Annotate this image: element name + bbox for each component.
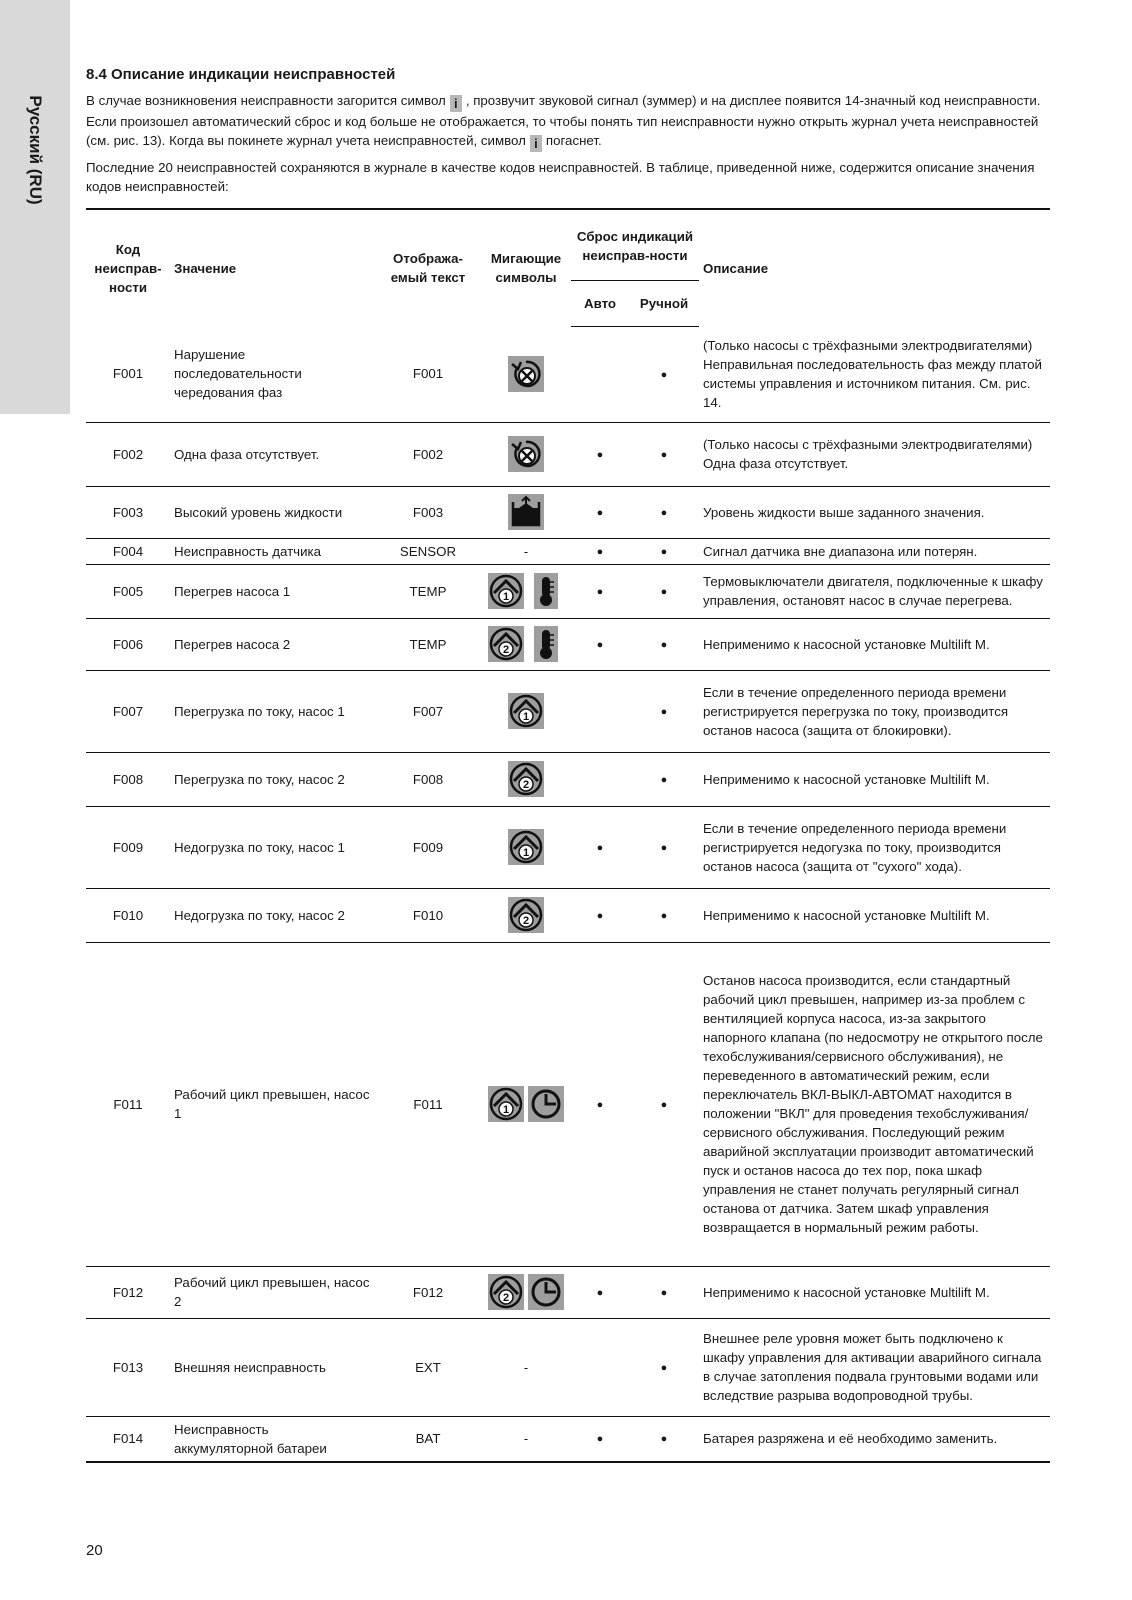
intro-text-b: , прозвучит звуковой сигнал (зуммер) и на дисплее появится 14-значный код неисправности. Если произошел автоматический сброс и код больше не отображается, то чтобы понять тип неисправности нужно открыть журнал учета неисправностей (см. рис. 13). Когда вы покинете журнал учета неисправностей, символ [86, 93, 1041, 148]
fault-code: F007 [86, 670, 170, 752]
table-row [86, 806, 1050, 888]
svg-text:1: 1 [522, 711, 530, 723]
fault-rows [86, 326, 1050, 1462]
reset-manual [629, 422, 699, 486]
display-text: EXT [375, 1318, 481, 1416]
fault-description: Термовыключатели двигателя, подключенные к шкафу управления, остановят насос в случае перегрева. [699, 564, 1050, 618]
header-meaning: Значение [170, 209, 375, 326]
table-row [86, 1416, 1050, 1462]
fault-code: F014 [86, 1416, 170, 1462]
display-text: TEMP [375, 564, 481, 618]
fault-meaning: Перегрев насоса 1 [170, 564, 375, 618]
reset-manual [629, 806, 699, 888]
reset-auto [571, 752, 629, 806]
table-row [86, 538, 1050, 564]
flashing-symbols [481, 752, 571, 806]
bullet-mark: ● [660, 545, 668, 558]
info-icon: i [450, 95, 462, 112]
symbol-group [488, 626, 564, 662]
bullet-mark: ● [596, 545, 604, 558]
fault-description: Если в течение определенного периода времени регистрируется перегрузка по току, производится останов насоса (защита от блокировки). [699, 670, 1050, 752]
fault-code: F010 [86, 888, 170, 942]
flashing-symbols [481, 618, 571, 670]
reset-manual [629, 486, 699, 538]
svg-text:2: 2 [522, 779, 530, 791]
fault-description: Неприменимо к насосной установке Multilift M. [699, 888, 1050, 942]
fault-meaning: Рабочий цикл превышен, насос 1 [170, 942, 375, 1266]
reset-manual [629, 618, 699, 670]
bullet-mark: ● [660, 841, 668, 854]
language-tab [0, 0, 70, 414]
phase-rotation-icon [508, 356, 544, 392]
display-text: F012 [375, 1266, 481, 1318]
display-text: F002 [375, 422, 481, 486]
display-text: TEMP [375, 618, 481, 670]
bullet-mark: ● [660, 909, 668, 922]
header-description: Описание [699, 209, 1050, 326]
reset-auto [571, 1266, 629, 1318]
symbol-group [508, 693, 544, 729]
thermometer-icon [528, 573, 564, 609]
fault-meaning: Неисправность датчика [170, 538, 375, 564]
svg-text:1: 1 [522, 847, 530, 859]
fault-meaning: Перегрузка по току, насос 2 [170, 752, 375, 806]
main-content [86, 66, 1050, 1463]
info-icon: i [530, 135, 542, 152]
flashing-symbols [481, 1416, 571, 1462]
reset-auto [571, 618, 629, 670]
no-symbol-dash: - [523, 1359, 529, 1375]
bullet-mark: ● [596, 506, 604, 519]
fault-meaning: Недогрузка по току, насос 1 [170, 806, 375, 888]
no-symbol-dash: - [523, 1431, 529, 1447]
flashing-symbols [481, 806, 571, 888]
reset-manual [629, 1416, 699, 1462]
display-text: F007 [375, 670, 481, 752]
flashing-symbols [481, 422, 571, 486]
pump-1-icon [508, 693, 544, 729]
display-text: F011 [375, 942, 481, 1266]
fault-description: Если в течение определенного периода времени регистрируется недогузка по току, производится останов насоса (защита от "сухого" хода). [699, 806, 1050, 888]
display-text: F009 [375, 806, 481, 888]
bullet-mark: ● [660, 448, 668, 461]
table-row [86, 670, 1050, 752]
svg-text:1: 1 [502, 1104, 510, 1116]
bullet-mark: ● [660, 506, 668, 519]
fault-meaning: Высокий уровень жидкости [170, 486, 375, 538]
bullet-mark: ● [660, 1433, 668, 1446]
table-row [86, 888, 1050, 942]
header-display: Отобража-емый текст [375, 209, 481, 326]
no-symbol-dash: - [523, 543, 529, 559]
flashing-symbols [481, 888, 571, 942]
bullet-mark: ● [660, 773, 668, 786]
reset-auto [571, 1416, 629, 1462]
fault-description: Неприменимо к насосной установке Multilift M. [699, 618, 1050, 670]
bullet-mark: ● [596, 1098, 604, 1111]
thermometer-icon [528, 626, 564, 662]
bullet-mark: ● [596, 909, 604, 922]
fault-meaning: Перегрузка по току, насос 1 [170, 670, 375, 752]
page-number: 20 [86, 1542, 103, 1559]
bullet-mark: ● [596, 841, 604, 854]
bullet-mark: ● [596, 638, 604, 651]
reset-manual [629, 1266, 699, 1318]
symbol-group [508, 494, 544, 530]
intro-text-a: В случае возникновения неисправности загорится символ [86, 93, 446, 108]
display-text: F001 [375, 326, 481, 422]
table-row [86, 1266, 1050, 1318]
bullet-mark: ● [660, 705, 668, 718]
fault-description: (Только насосы с трёхфазными электродвигателями) Одна фаза отсутствует. [699, 422, 1050, 486]
symbol-group [508, 897, 544, 933]
reset-auto [571, 326, 629, 422]
fault-code: F011 [86, 942, 170, 1266]
reset-manual [629, 752, 699, 806]
flashing-symbols [481, 326, 571, 422]
pump-2-icon [488, 1274, 524, 1310]
symbol-group [488, 1274, 564, 1310]
svg-text:1: 1 [502, 591, 510, 603]
table-row [86, 942, 1050, 1266]
flashing-symbols [481, 1318, 571, 1416]
flashing-symbols [481, 942, 571, 1266]
bullet-mark: ● [660, 1361, 668, 1374]
svg-text:2: 2 [502, 1292, 510, 1304]
header-code: Код неисправ-ности [86, 209, 170, 326]
display-text: F003 [375, 486, 481, 538]
display-text: F010 [375, 888, 481, 942]
reset-auto [571, 806, 629, 888]
svg-text:2: 2 [502, 644, 510, 656]
fault-code: F012 [86, 1266, 170, 1318]
display-text: BAT [375, 1416, 481, 1462]
intro-text-c: погаснет. [545, 133, 602, 148]
display-text: SENSOR [375, 538, 481, 564]
fault-meaning: Перегрев насоса 2 [170, 618, 375, 670]
table-row [86, 618, 1050, 670]
reset-manual [629, 538, 699, 564]
pump-1-icon [508, 829, 544, 865]
table-row [86, 422, 1050, 486]
fault-description: Останов насоса производится, если стандартный рабочий цикл превышен, например из-за проблем с вентиляцией корпуса насоса, из-за закрытого напорного клапана (по недосмотру не открытого после техобслуживания/сервисного обслуживания), не переведенного в автоматический режим, если переключатель ВКЛ-ВЫКЛ-АВТОМАТ находится в положении "ВКЛ" для проведения техобслуживания/сервисного обслуживания. Последующий режим аварийной эксплуатации производит автоматический пуск и останов насоса до тех пор, пока шкаф управления не станет получать регулярный сигнал останова от датчика. Затем шкаф управления возвращается в нормальный режим работы. [699, 942, 1050, 1266]
fault-code: F009 [86, 806, 170, 888]
reset-manual [629, 326, 699, 422]
fault-description: Уровень жидкости выше заданного значения. [699, 486, 1050, 538]
bullet-mark: ● [596, 1433, 604, 1446]
reset-auto [571, 486, 629, 538]
log-paragraph: Последние 20 неисправностей сохраняются в журнале в качестве кодов неисправностей. В таблице, приведенной ниже, содержится описание значения кодов неисправностей: [86, 160, 1035, 194]
svg-text:2: 2 [522, 915, 530, 927]
reset-auto [571, 538, 629, 564]
bullet-mark: ● [660, 585, 668, 598]
flashing-symbols [481, 564, 571, 618]
fault-description: Батарея разряжена и её необходимо заменить. [699, 1416, 1050, 1462]
reset-auto [571, 942, 629, 1266]
header-symbols: Мигающие символы [481, 209, 571, 326]
bullet-mark: ● [660, 1098, 668, 1111]
reset-auto [571, 888, 629, 942]
symbol-group [488, 573, 564, 609]
header-manual: Ручной [629, 280, 699, 326]
table-row [86, 564, 1050, 618]
pump-2-icon [488, 626, 524, 662]
fault-meaning: Неисправность аккумуляторной батареи [170, 1416, 375, 1462]
clock-icon [528, 1274, 564, 1310]
fault-code: F013 [86, 1318, 170, 1416]
reset-manual [629, 942, 699, 1266]
table-row [86, 752, 1050, 806]
reset-auto [571, 670, 629, 752]
reset-auto [571, 564, 629, 618]
symbol-group [508, 829, 544, 865]
reset-manual [629, 564, 699, 618]
table-row [86, 1318, 1050, 1416]
fault-meaning: Внешняя неисправность [170, 1318, 375, 1416]
header-reset: Сброс индикаций неисправ-ности [571, 209, 699, 280]
bullet-mark: ● [596, 1286, 604, 1299]
bullet-mark: ● [660, 1286, 668, 1299]
symbol-group [508, 436, 544, 472]
language-label: Русский (RU) [26, 95, 45, 205]
fault-table [86, 208, 1050, 1463]
fault-meaning: Рабочий цикл превышен, насос 2 [170, 1266, 375, 1318]
bullet-mark: ● [660, 368, 668, 381]
fault-description: Неприменимо к насосной установке Multilift M. [699, 752, 1050, 806]
bullet-mark: ● [596, 585, 604, 598]
reset-auto [571, 422, 629, 486]
fault-code: F004 [86, 538, 170, 564]
fault-code: F008 [86, 752, 170, 806]
flashing-symbols [481, 486, 571, 538]
clock-icon [528, 1086, 564, 1122]
pump-1-icon [488, 1086, 524, 1122]
fault-description: (Только насосы с трёхфазными электродвигателями) Неправильная последовательность фаз между платой системы управления и источником питания. См. рис. 14. [699, 326, 1050, 422]
bullet-mark: ● [596, 448, 604, 461]
reset-manual [629, 1318, 699, 1416]
reset-auto [571, 1318, 629, 1416]
symbol-group [508, 761, 544, 797]
fault-meaning: Одна фаза отсутствует. [170, 422, 375, 486]
intro-paragraph [86, 91, 1050, 152]
fault-code: F002 [86, 422, 170, 486]
table-row [86, 326, 1050, 422]
flashing-symbols [481, 1266, 571, 1318]
reset-manual [629, 888, 699, 942]
fault-description: Неприменимо к насосной установке Multilift M. [699, 1266, 1050, 1318]
fault-description: Внешнее реле уровня может быть подключено к шкафу управления для активации аварийного сигнала в случае затопления подвала грунтовыми водами или вследствие разрыва водопроводной трубы. [699, 1318, 1050, 1416]
bullet-mark: ● [660, 638, 668, 651]
fault-code: F006 [86, 618, 170, 670]
table-row [86, 486, 1050, 538]
header-auto: Авто [571, 280, 629, 326]
fault-meaning: Недогрузка по току, насос 2 [170, 888, 375, 942]
phase-rotation-icon [508, 436, 544, 472]
symbol-group [488, 1086, 564, 1122]
pump-2-icon [508, 897, 544, 933]
fault-description: Сигнал датчика вне диапазона или потерян. [699, 538, 1050, 564]
display-text: F008 [375, 752, 481, 806]
reset-manual [629, 670, 699, 752]
fault-code: F001 [86, 326, 170, 422]
pump-1-icon [488, 573, 524, 609]
fault-code: F005 [86, 564, 170, 618]
high-level-icon [508, 494, 544, 530]
flashing-symbols [481, 538, 571, 564]
fault-code: F003 [86, 486, 170, 538]
section-title: 8.4 Описание индикации неисправностей [86, 66, 396, 83]
symbol-group [508, 356, 544, 392]
flashing-symbols [481, 670, 571, 752]
pump-2-icon [508, 761, 544, 797]
fault-meaning: Нарушение последовательности чередования фаз [170, 326, 375, 422]
